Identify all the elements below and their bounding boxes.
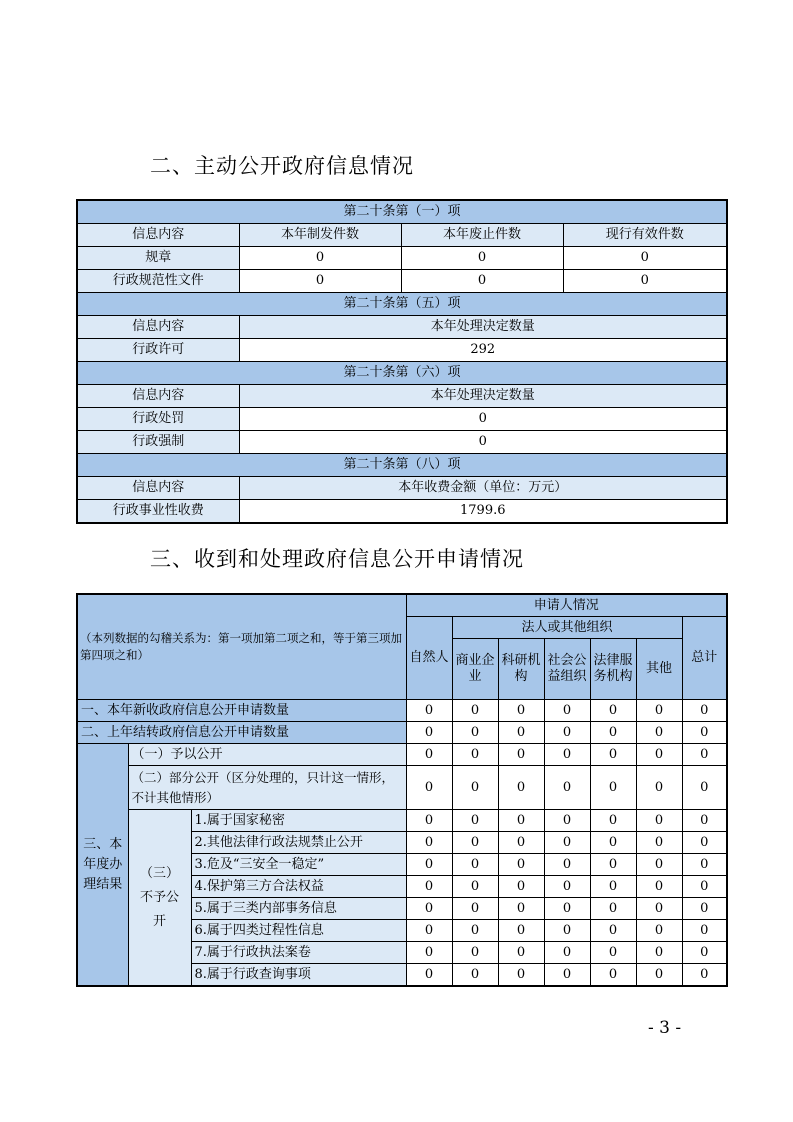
value-cell: 0 [544, 942, 590, 964]
value-cell: 0 [239, 431, 727, 454]
value-cell: 0 [636, 744, 682, 766]
value-cell: 0 [406, 964, 452, 987]
value-cell: 0 [544, 766, 590, 810]
value-cell: 0 [239, 408, 727, 431]
value-cell: 0 [636, 964, 682, 987]
value-cell: 0 [544, 744, 590, 766]
table-row [77, 722, 727, 744]
value-cell: 0 [498, 810, 544, 832]
value-cell: 0 [636, 854, 682, 876]
value-cell: 0 [682, 898, 727, 920]
header-cell: 信息内容 [77, 316, 239, 339]
value-cell: 0 [406, 876, 452, 898]
value-cell: 0 [682, 700, 727, 722]
row-label: （二）部分公开（区分处理的，只计这一情形，不计其他情形） [128, 766, 406, 810]
value-cell: 0 [498, 942, 544, 964]
value-cell: 0 [544, 898, 590, 920]
value-cell: 0 [590, 700, 636, 722]
value-cell: 1799.6 [239, 500, 727, 524]
value-cell: 0 [682, 744, 727, 766]
value-cell: 0 [636, 722, 682, 744]
value-cell: 0 [590, 766, 636, 810]
value-cell: 0 [590, 744, 636, 766]
value-cell: 0 [590, 722, 636, 744]
value-cell: 0 [563, 270, 727, 293]
value-cell: 0 [590, 898, 636, 920]
value-cell: 0 [406, 898, 452, 920]
org-type-header: 法律服务机构 [590, 639, 636, 700]
row-label: 1.属于国家秘密 [191, 810, 406, 832]
org-type-header: 社会公益组织 [544, 639, 590, 700]
value-cell: 292 [239, 339, 727, 362]
value-cell: 0 [406, 722, 452, 744]
row-label: 6.属于四类过程性信息 [191, 920, 406, 942]
value-cell: 0 [452, 810, 498, 832]
page-number: - 3 - [648, 1018, 682, 1038]
header-cell: 本年制发件数 [239, 224, 401, 247]
row-label: 7.属于行政执法案卷 [191, 942, 406, 964]
block-title: 第二十条第（一）项 [77, 200, 727, 224]
block-title: 第二十条第（六）项 [77, 362, 727, 385]
value-cell: 0 [452, 898, 498, 920]
row-label: 行政许可 [77, 339, 239, 362]
value-cell: 0 [636, 810, 682, 832]
value-cell: 0 [590, 942, 636, 964]
value-cell: 0 [452, 964, 498, 987]
row-label: 8.属于行政查询事项 [191, 964, 406, 987]
value-cell: 0 [452, 920, 498, 942]
table-row [77, 744, 727, 766]
org-type-header: 科研机构 [498, 639, 544, 700]
value-cell: 0 [544, 700, 590, 722]
table-row [77, 766, 727, 810]
value-cell: 0 [452, 700, 498, 722]
value-cell: 0 [406, 766, 452, 810]
applicant-header: 申请人情况 [406, 594, 727, 617]
value-cell: 0 [682, 920, 727, 942]
value-cell: 0 [636, 700, 682, 722]
value-cell: 0 [498, 700, 544, 722]
row-label: 5.属于三类内部事务信息 [191, 898, 406, 920]
value-cell: 0 [498, 854, 544, 876]
value-cell: 0 [682, 854, 727, 876]
row-label: 2.其他法律行政法规禁止公开 [191, 832, 406, 854]
value-cell: 0 [452, 854, 498, 876]
value-cell: 0 [636, 898, 682, 920]
header-cell: 本年收费金额（单位：万元） [239, 477, 727, 500]
value-cell: 0 [682, 766, 727, 810]
value-cell: 0 [590, 920, 636, 942]
value-cell: 0 [406, 700, 452, 722]
table-row [77, 810, 727, 832]
row-label: 规章 [77, 247, 239, 270]
value-cell: 0 [452, 766, 498, 810]
value-cell: 0 [406, 920, 452, 942]
row-label: 二、上年结转政府信息公开申请数量 [77, 722, 406, 744]
row-label: （一）予以公开 [128, 744, 406, 766]
legal-org-header: 法人或其他组织 [452, 617, 682, 639]
value-cell: 0 [544, 964, 590, 987]
value-cell: 0 [544, 854, 590, 876]
value-cell: 0 [682, 942, 727, 964]
value-cell: 0 [682, 832, 727, 854]
row-label: 行政事业性收费 [77, 500, 239, 524]
header-cell: 信息内容 [77, 477, 239, 500]
value-cell: 0 [498, 832, 544, 854]
value-cell: 0 [401, 247, 563, 270]
value-cell: 0 [406, 942, 452, 964]
natural-person-header: 自然人 [406, 617, 452, 700]
value-cell: 0 [590, 854, 636, 876]
value-cell: 0 [452, 744, 498, 766]
total-header: 总计 [682, 617, 727, 700]
header-cell: 信息内容 [77, 385, 239, 408]
note-cell: （本列数据的勾稽关系为：第一项加第二项之和，等于第三项加第四项之和） [77, 594, 406, 700]
value-cell: 0 [498, 722, 544, 744]
value-cell: 0 [452, 942, 498, 964]
value-cell: 0 [590, 832, 636, 854]
value-cell: 0 [682, 810, 727, 832]
value-cell: 0 [452, 722, 498, 744]
value-cell: 0 [452, 832, 498, 854]
value-cell: 0 [406, 744, 452, 766]
value-cell: 0 [544, 832, 590, 854]
value-cell: 0 [636, 832, 682, 854]
row-label: 行政处罚 [77, 408, 239, 431]
block-title: 第二十条第（八）项 [77, 454, 727, 477]
value-cell: 0 [498, 964, 544, 987]
value-cell: 0 [544, 876, 590, 898]
result-label: 三、本年度办理结果 [77, 744, 128, 987]
value-cell: 0 [544, 920, 590, 942]
value-cell: 0 [590, 876, 636, 898]
value-cell: 0 [406, 854, 452, 876]
row-label: 3.危及“三安全一稳定” [191, 854, 406, 876]
value-cell: 0 [682, 722, 727, 744]
row-label: 行政规范性文件 [77, 270, 239, 293]
section-2-heading: 二、主动公开政府信息情况 [150, 154, 414, 178]
value-cell: 0 [498, 898, 544, 920]
value-cell: 0 [544, 722, 590, 744]
block-title: 第二十条第（五）项 [77, 293, 727, 316]
value-cell: 0 [682, 876, 727, 898]
row-label: 一、本年新收政府信息公开申请数量 [77, 700, 406, 722]
not-open-label: （三）不予公开 [128, 810, 191, 987]
value-cell: 0 [498, 920, 544, 942]
header-cell: 本年处理决定数量 [239, 316, 727, 339]
value-cell: 0 [239, 270, 401, 293]
value-cell: 0 [682, 964, 727, 987]
value-cell: 0 [406, 832, 452, 854]
value-cell: 0 [239, 247, 401, 270]
header-cell: 信息内容 [77, 224, 239, 247]
value-cell: 0 [406, 810, 452, 832]
value-cell: 0 [590, 964, 636, 987]
value-cell: 0 [498, 744, 544, 766]
org-type-header: 其他 [636, 639, 682, 700]
value-cell: 0 [498, 766, 544, 810]
value-cell: 0 [544, 810, 590, 832]
value-cell: 0 [636, 920, 682, 942]
proactive-disclosure-table [76, 199, 728, 524]
value-cell: 0 [563, 247, 727, 270]
row-label: 4.保护第三方合法权益 [191, 876, 406, 898]
table-row [77, 700, 727, 722]
header-cell: 现行有效件数 [563, 224, 727, 247]
value-cell: 0 [452, 876, 498, 898]
org-type-header: 商业企业 [452, 639, 498, 700]
value-cell: 0 [636, 942, 682, 964]
value-cell: 0 [498, 876, 544, 898]
row-label: 行政强制 [77, 431, 239, 454]
value-cell: 0 [401, 270, 563, 293]
value-cell: 0 [636, 766, 682, 810]
application-handling-table [76, 593, 728, 987]
section-3-heading: 三、收到和处理政府信息公开申请情况 [150, 547, 524, 571]
header-cell: 本年处理决定数量 [239, 385, 727, 408]
header-cell: 本年废止件数 [401, 224, 563, 247]
value-cell: 0 [590, 810, 636, 832]
value-cell: 0 [636, 876, 682, 898]
